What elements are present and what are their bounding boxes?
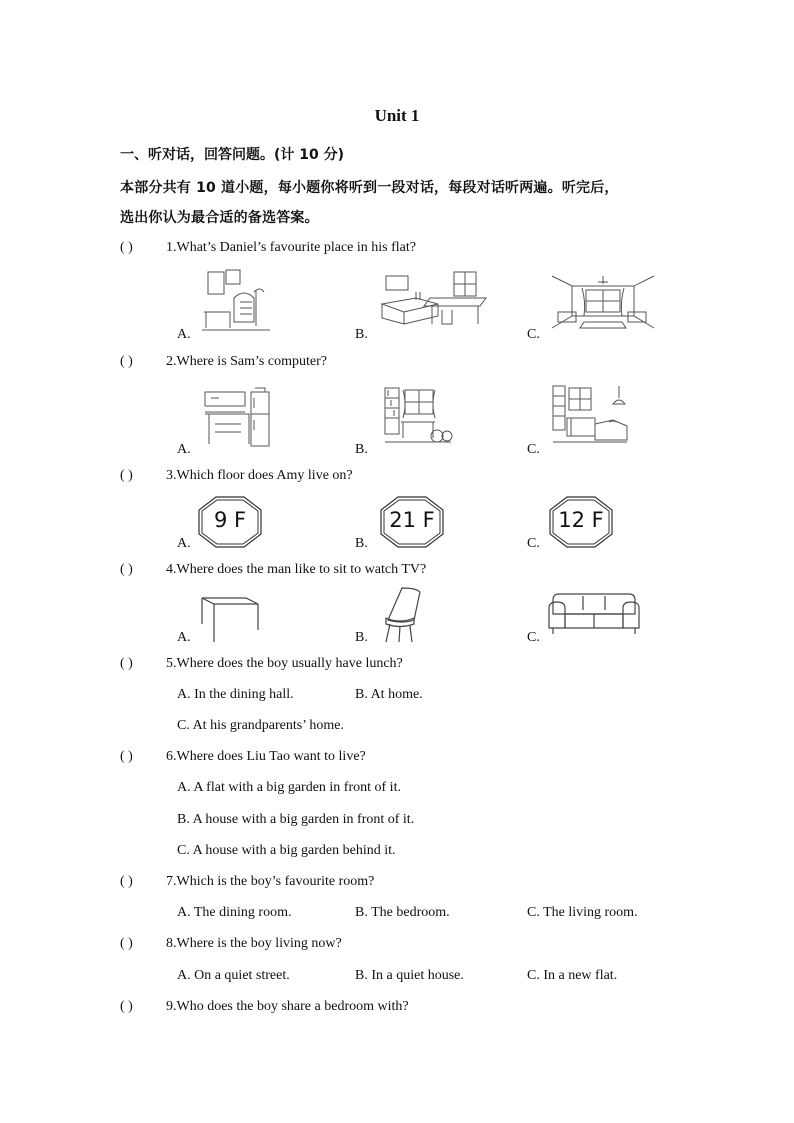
option-b[interactable]: B. A house with a big garden in front of it. [177,812,415,827]
option-label-b[interactable]: B. [355,327,368,342]
table-icon[interactable] [200,592,260,644]
question-number: 8. [166,936,177,951]
option-c[interactable]: C. The living room. [527,905,638,920]
answer-blank[interactable]: ( ) [120,749,133,764]
answer-blank[interactable]: ( ) [120,354,133,369]
question-5 [120,656,403,672]
option-c[interactable]: C. In a new flat. [527,968,618,983]
question-4 [120,562,426,578]
floor-sign-b[interactable] [380,496,444,548]
question-number: 1. [166,240,177,255]
section-instruction-line-1: 本部分共有 10 道小题，每小题你将听到一段对话，每段对话听两遍。听完后， [120,180,619,196]
question-number: 7. [166,874,177,889]
option-b[interactable]: B. At home. [355,687,423,702]
section-instruction-line-2: 选出你认为最合适的备选答案。 [120,210,319,226]
option-label-c[interactable]: C. [527,630,540,645]
option-c[interactable]: C. At his grandparents’ home. [177,718,344,733]
study-corner-picture[interactable] [200,268,272,332]
section-heading: 一、听对话，回答问题。(计 10 分) [120,147,345,163]
question-number: 9. [166,999,177,1014]
option-label-b[interactable]: B. [355,536,368,551]
question-text: Which is the boy’s favourite room? [176,874,375,889]
question-7 [120,874,374,890]
option-label-b[interactable]: B. [355,442,368,457]
floor-sign-c[interactable] [549,496,613,548]
option-a[interactable]: A. In the dining hall. [177,687,294,702]
option-label-a[interactable]: A. [177,442,191,457]
page-title: Unit 1 [374,106,420,125]
option-b[interactable]: B. The bedroom. [355,905,450,920]
question-text: Where is the boy living now? [176,936,342,951]
option-label-a[interactable]: A. [177,536,191,551]
floor-sign-text: 9 F [213,508,247,532]
chair-icon[interactable] [382,586,424,644]
question-text: Where is Sam’s computer? [176,354,327,369]
question-8 [120,936,342,952]
question-6 [120,749,366,765]
question-text: What’s Daniel’s favourite place in his flat? [176,240,416,255]
question-9 [120,999,409,1015]
floor-sign-text: 21 F [389,508,435,532]
question-number: 2. [166,354,177,369]
option-a[interactable]: A. A flat with a big garden in front of it. [177,780,401,795]
sofa-icon[interactable] [547,590,641,638]
option-label-b[interactable]: B. [355,630,368,645]
question-number: 4. [166,562,177,577]
question-text: Where does the boy usually have lunch? [176,656,403,671]
question-text: Which floor does Amy live on? [176,468,353,483]
option-c[interactable]: C. A house with a big garden behind it. [177,843,396,858]
question-number: 5. [166,656,177,671]
option-a[interactable]: A. The dining room. [177,905,292,920]
question-3 [120,468,353,484]
answer-blank[interactable]: ( ) [120,936,133,951]
answer-blank[interactable]: ( ) [120,468,133,483]
question-number: 6. [166,749,177,764]
answer-blank[interactable]: ( ) [120,874,133,889]
answer-blank[interactable]: ( ) [120,240,133,255]
option-label-c[interactable]: C. [527,327,540,342]
option-label-a[interactable]: A. [177,630,191,645]
living-room-picture[interactable] [550,272,656,332]
question-text: Where does Liu Tao want to live? [176,749,366,764]
answer-blank[interactable]: ( ) [120,562,133,577]
question-number: 3. [166,468,177,483]
option-label-c[interactable]: C. [527,536,540,551]
floor-sign-a[interactable] [198,496,262,548]
question-text: Who does the boy share a bedroom with? [176,999,409,1014]
kitchen-picture[interactable] [203,384,273,448]
bedroom-lamp-picture[interactable] [551,384,629,446]
option-b[interactable]: B. In a quiet house. [355,968,464,983]
question-2 [120,354,327,370]
question-text: Where does the man like to sit to watch TV? [176,562,427,577]
study-room-picture[interactable] [383,384,453,446]
answer-blank[interactable]: ( ) [120,999,133,1014]
option-label-c[interactable]: C. [527,442,540,457]
answer-blank[interactable]: ( ) [120,656,133,671]
option-label-a[interactable]: A. [177,327,191,342]
option-a[interactable]: A. On a quiet street. [177,968,290,983]
bedroom-desk-picture[interactable] [380,270,492,330]
floor-sign-text: 12 F [558,508,604,532]
question-1 [120,240,416,256]
